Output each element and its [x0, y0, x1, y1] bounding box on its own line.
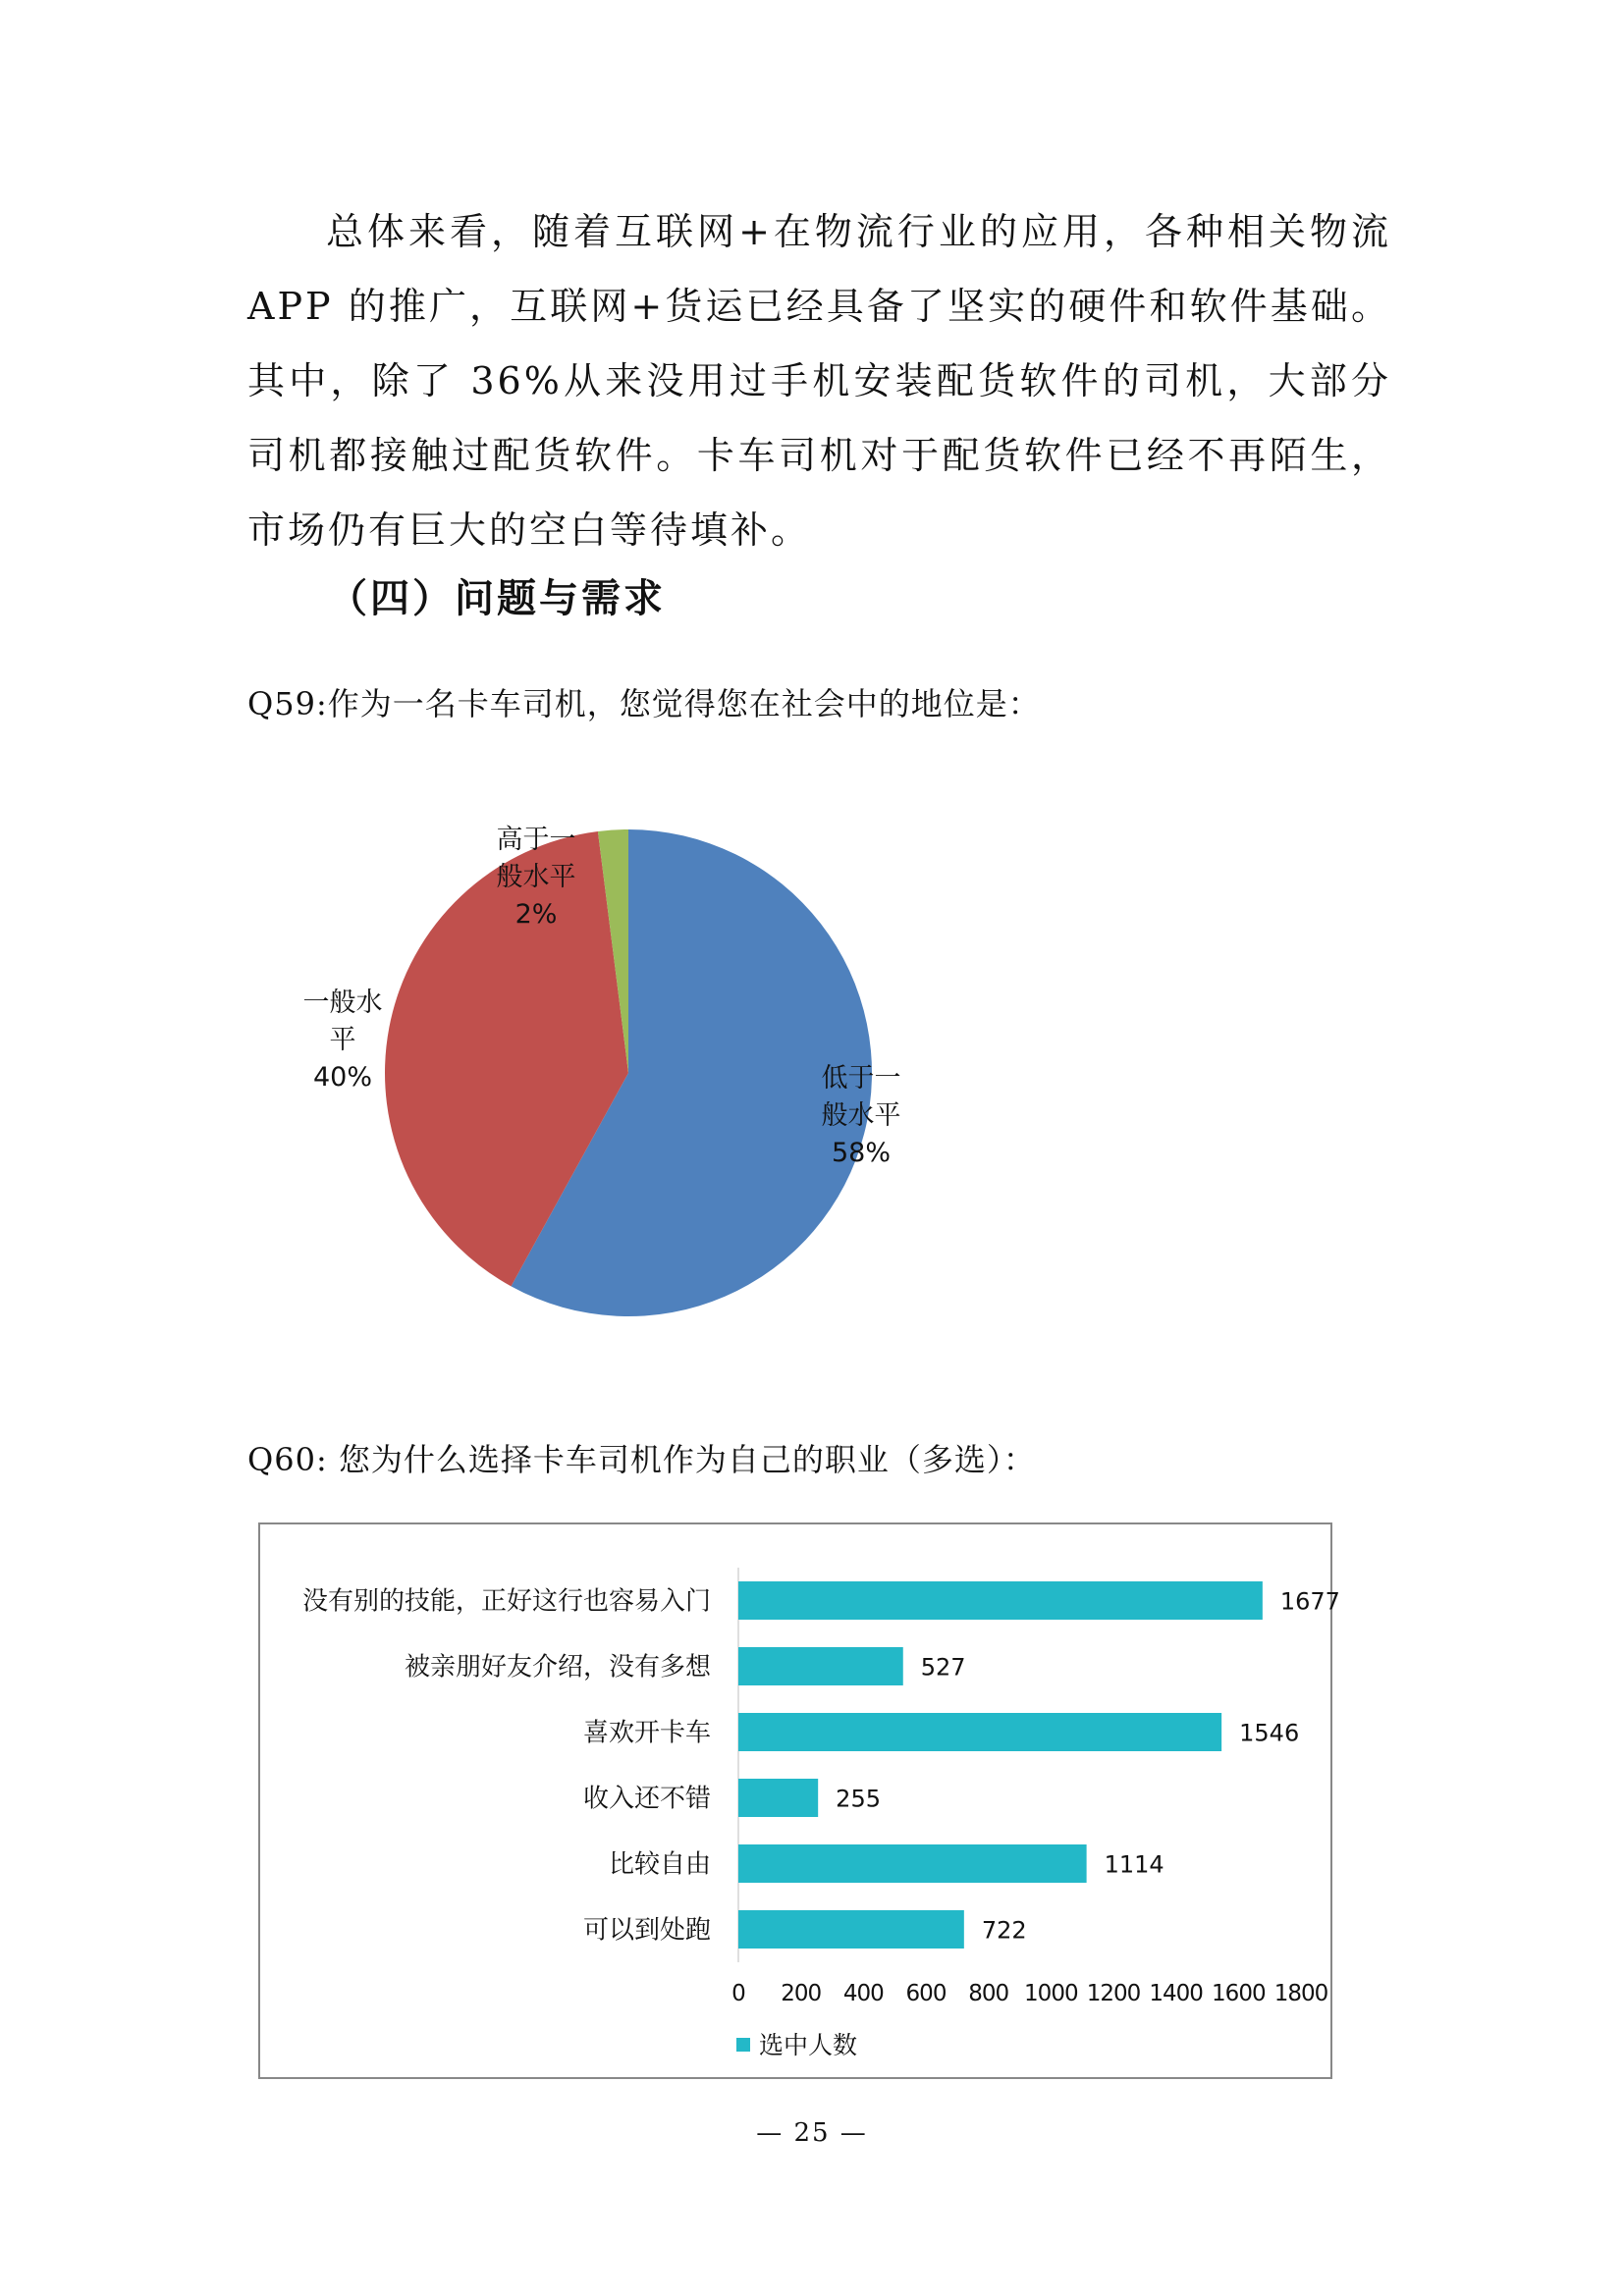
data-label: 722 [981, 1916, 1027, 1945]
category-label: 比较自由 [608, 1849, 711, 1880]
x-tick-label: 0 [731, 1981, 745, 2006]
pie-percent-label: 2% [514, 899, 558, 930]
question-q60: Q60: 您为什么选择卡车司机作为自己的职业（多选）： [247, 1441, 1036, 1478]
category-label: 收入还不错 [582, 1784, 711, 1814]
x-tick-label: 600 [905, 1981, 947, 2006]
bar [738, 1713, 1221, 1751]
category-label: 可以到处跑 [582, 1915, 711, 1946]
pie-slice-label: 低于一 [821, 1063, 901, 1094]
bar [738, 1779, 818, 1817]
x-tick-label: 1600 [1212, 1981, 1266, 2006]
x-tick-label: 1200 [1086, 1981, 1141, 2006]
pie-slice-label: 平 [329, 1025, 356, 1055]
section-heading: （四）问题与需求 [328, 576, 666, 621]
x-tick-label: 400 [842, 1981, 884, 2006]
x-tick-label: 1800 [1273, 1981, 1328, 2006]
pie-percent-label: 40% [312, 1062, 373, 1093]
pie-slice-label: 一般水 [302, 988, 383, 1018]
page-number: — 25 — [756, 2118, 868, 2148]
legend-swatch [736, 2038, 750, 2052]
category-label: 被亲朋好友介绍，没有多想 [404, 1652, 711, 1682]
legend-label: 选中人数 [759, 2031, 858, 2059]
x-tick-label: 1400 [1149, 1981, 1203, 2006]
category-label: 没有别的技能，正好这行也容易入门 [301, 1586, 711, 1617]
bar [738, 1647, 903, 1685]
x-tick-label: 1000 [1024, 1981, 1078, 2006]
bar [738, 1910, 964, 1949]
data-label: 527 [920, 1653, 966, 1682]
body-paragraph: 总体来看，随着互联网+在物流行业的应用，各种相关物流 APP 的推广，互联网+货运已经具备了坚实的硬件和软件基础。其中，除了 36%从来没用过手机安装配货软件的司机，大部分司机都接触过配货软件。卡车司机对于配货软件已经不再陌生，市场仍有巨大的空白等待填补。 [247, 210, 1391, 552]
bar [738, 1844, 1087, 1883]
pie-slice-label: 高于一 [496, 825, 576, 855]
data-label: 255 [836, 1785, 881, 1813]
bar [738, 1581, 1263, 1620]
pie-slice-label: 般水平 [496, 862, 576, 892]
x-tick-label: 200 [781, 1981, 822, 2006]
data-label: 1546 [1239, 1719, 1300, 1747]
pie-percent-label: 58% [831, 1138, 892, 1168]
data-label: 1114 [1104, 1850, 1164, 1879]
pie-slice-label: 般水平 [821, 1100, 901, 1131]
x-tick-label: 800 [968, 1981, 1009, 2006]
data-label: 1677 [1279, 1587, 1340, 1616]
question-q59: Q59:作为一名卡车司机，您觉得您在社会中的地位是： [247, 685, 1041, 722]
category-label: 喜欢开卡车 [582, 1718, 711, 1748]
